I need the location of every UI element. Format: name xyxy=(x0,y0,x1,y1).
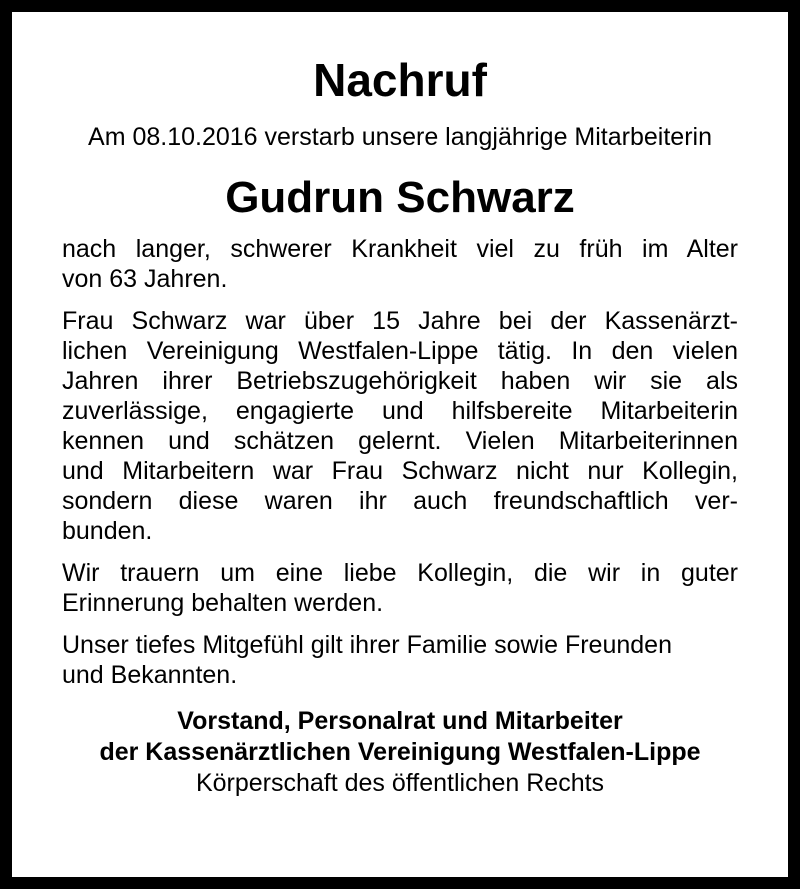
paragraph-line: kennen und schätzen gelernt. Vielen Mitarbeiterinnen xyxy=(62,427,738,455)
paragraph-line: sondern diese waren ihr auch freundschaftlich ver- xyxy=(62,487,738,515)
paragraph-line: nach langer, schwerer Krankheit viel zu früh im Alter xyxy=(62,235,738,263)
paragraph-career xyxy=(62,306,738,546)
signature-line-organization: der Kassenärztlichen Vereinigung Westfalen-Lippe xyxy=(99,738,701,766)
paragraph-mourning xyxy=(62,558,738,618)
paragraph-line: Frau Schwarz war über 15 Jahre bei der Kassenärzt- xyxy=(62,307,738,335)
paragraph-line: lichen Vereinigung Westfalen-Lippe tätig. In den vielen xyxy=(62,337,738,365)
paragraph-line: und Mitarbeitern war Frau Schwarz nicht nur Kollegin, xyxy=(62,457,738,485)
paragraph-line: bunden. xyxy=(62,517,153,545)
signature-line-board: Vorstand, Personalrat und Mitarbeiter xyxy=(177,707,623,735)
paragraph-line: zuverlässige, engagierte und hilfsbereite Mitarbeiterin xyxy=(62,397,738,425)
paragraph-condolence xyxy=(62,630,738,690)
paragraph-illness xyxy=(62,234,738,294)
paragraph-line: Unser tiefes Mitgefühl gilt ihrer Familie sowie Freunden xyxy=(62,631,672,659)
paragraph-line: und Bekannten. xyxy=(62,661,238,689)
notice-title: Nachruf xyxy=(313,54,487,106)
signature-line-legal-form: Körperschaft des öffentlichen Rechts xyxy=(195,769,605,797)
signature-block xyxy=(62,706,738,799)
paragraph-line: Jahren ihrer Betriebszugehörigkeit haben wir sie als xyxy=(62,367,738,395)
paragraph-line: von 63 Jahren. xyxy=(62,265,228,293)
paragraph-line: Wir trauern um eine liebe Kollegin, die wir in guter xyxy=(62,559,738,587)
paragraph-line: Erinnerung behalten werden. xyxy=(62,589,384,617)
deceased-name: Gudrun Schwarz xyxy=(225,173,575,222)
notice-intro: Am 08.10.2016 verstarb unsere langjährige Mitarbeiterin xyxy=(88,123,712,151)
